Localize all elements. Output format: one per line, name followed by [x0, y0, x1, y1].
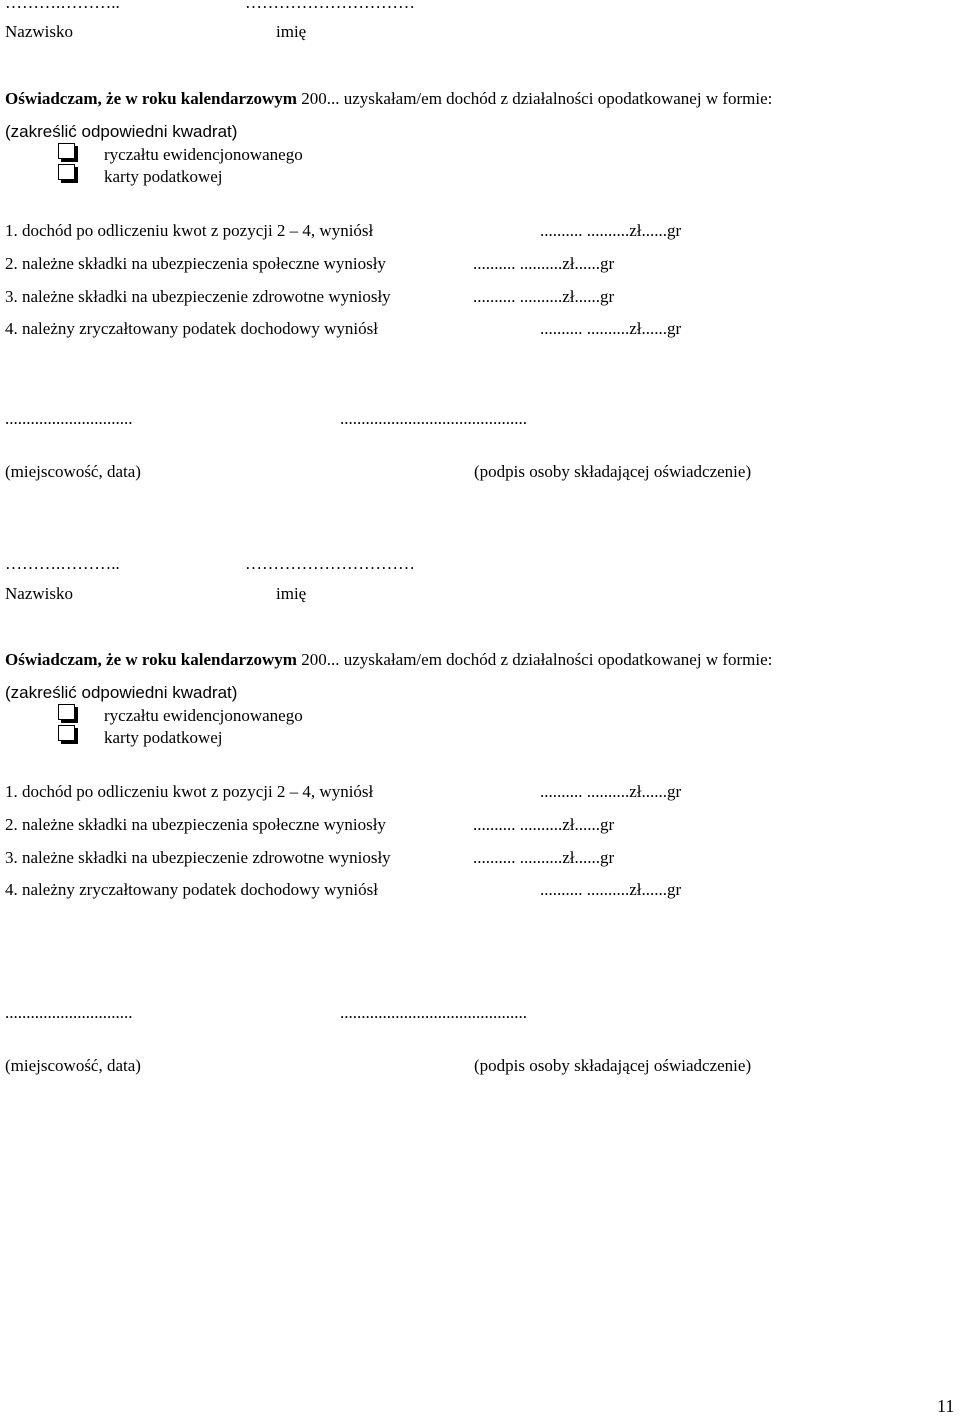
- item-1-label: 1. dochód po odliczeniu kwot z pozycji 2 – 4, wyniósł: [5, 782, 374, 801]
- statement: [5, 651, 772, 668]
- page-number: 11: [937, 1396, 955, 1416]
- item-4-amount: .......... ..........zł......gr: [540, 880, 682, 899]
- statement-rest: 200... uzyskałam/em dochód z działalności opodatkowanej w formie:: [296, 650, 773, 669]
- firstname-dots: …………………………: [245, 0, 415, 12]
- signature-dots: ............................................: [340, 409, 527, 428]
- firstname-label: imię: [276, 584, 307, 603]
- option-ryczalt: ryczałtu ewidencjonowanego: [104, 706, 303, 725]
- firstname-dots: …………………………: [245, 554, 415, 573]
- item-4-label: 4. należny zryczałtowany podatek dochodowy wyniósł: [5, 319, 378, 338]
- statement-bold: Oświadczam, że w roku kalendarzowym: [5, 650, 297, 669]
- item-1-amount: .......... ..........zł......gr: [540, 782, 682, 801]
- item-1-amount: .......... ..........zł......gr: [540, 221, 682, 240]
- item-3-amount: .......... ..........zł......gr: [473, 848, 615, 867]
- instruction: (zakreślić odpowiedni kwadrat): [5, 122, 238, 141]
- option-karta: karty podatkowej: [104, 167, 223, 186]
- item-3-amount: .......... ..........zł......gr: [473, 287, 615, 306]
- signature-dots: ............................................: [340, 1003, 527, 1022]
- item-1-label: 1. dochód po odliczeniu kwot z pozycji 2 – 4, wyniósł: [5, 221, 374, 240]
- checkbox-karta[interactable]: [58, 164, 75, 180]
- surname-label: Nazwisko: [5, 22, 73, 41]
- firstname-label: imię: [276, 22, 307, 41]
- statement-rest: 200... uzyskałam/em dochód z działalności opodatkowanej w formie:: [296, 89, 773, 108]
- surname-dots: ……….………..: [5, 554, 120, 573]
- signature-label: (podpis osoby składającej oświadczenie): [474, 1056, 752, 1075]
- checkbox-ryczalt[interactable]: [58, 143, 75, 159]
- item-3-label: 3. należne składki na ubezpieczenie zdrowotne wyniosły: [5, 848, 391, 867]
- surname-dots: ……….………..: [5, 0, 120, 12]
- item-3-label: 3. należne składki na ubezpieczenie zdrowotne wyniosły: [5, 287, 391, 306]
- place-dots: ..............................: [5, 409, 133, 428]
- item-2-label: 2. należne składki na ubezpieczenia społeczne wyniosły: [5, 815, 386, 834]
- item-4-amount: .......... ..........zł......gr: [540, 319, 682, 338]
- statement: [5, 90, 772, 107]
- option-ryczalt: ryczałtu ewidencjonowanego: [104, 145, 303, 164]
- place-label: (miejscowość, data): [5, 1056, 141, 1075]
- item-2-label: 2. należne składki na ubezpieczenia społeczne wyniosły: [5, 254, 386, 273]
- option-karta: karty podatkowej: [104, 728, 223, 747]
- statement-bold: Oświadczam, że w roku kalendarzowym: [5, 89, 297, 108]
- instruction: (zakreślić odpowiedni kwadrat): [5, 683, 238, 702]
- item-2-amount: .......... ..........zł......gr: [473, 254, 615, 273]
- checkbox-ryczalt[interactable]: [58, 704, 75, 720]
- checkbox-karta[interactable]: [58, 725, 75, 741]
- item-2-amount: .......... ..........zł......gr: [473, 815, 615, 834]
- signature-label: (podpis osoby składającej oświadczenie): [474, 462, 752, 481]
- place-label: (miejscowość, data): [5, 462, 141, 481]
- item-4-label: 4. należny zryczałtowany podatek dochodowy wyniósł: [5, 880, 378, 899]
- place-dots: ..............................: [5, 1003, 133, 1022]
- surname-label: Nazwisko: [5, 584, 73, 603]
